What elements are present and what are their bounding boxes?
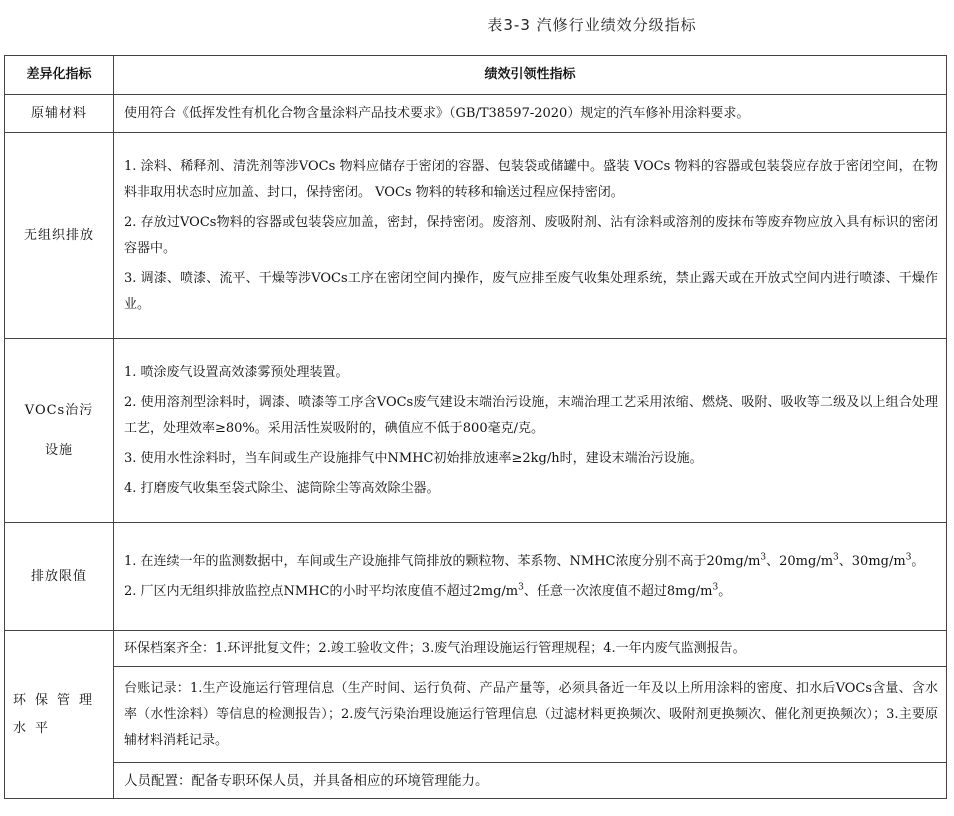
vocs-label-line2: 设施	[44, 442, 73, 458]
vocs-item-4: 4. 打磨废气收集至袋式除尘、滤筒除尘等高效除尘器。	[124, 480, 440, 496]
table-row	[5, 667, 947, 763]
row-label-vocs-facilities	[5, 339, 114, 523]
fugitive-item-2: 2. 存放过VOCs物料的容器或包装袋应加盖，密封，保持密闭。废溶剂、废吸附剂、沾有涂料或溶剂的废抹布等废弃物应放入具有标识的密闭容器中。	[124, 214, 938, 256]
staffing-text: 人员配置：配备专职环保人员，并具备相应的环境管理能力。	[114, 763, 947, 799]
row-label-raw-materials: 原辅材料	[5, 95, 114, 133]
vocs-label-line1: VOCs治污	[24, 402, 94, 418]
table-row	[5, 339, 947, 523]
vocs-item-2: 2. 使用溶剂型涂料时，调漆、喷漆等工序含VOCs废气建设末端治污设施，末端治理工艺采用浓缩、燃烧、吸附、吸收等二级及以上组合处理工艺，处理效率≥80%。采用活性炭吸附的，碘值应不低于800毫克/克。	[124, 394, 938, 436]
row-label-emission-limits: 排放限值	[5, 523, 114, 631]
env-archive-text: 环保档案齐全：1.环评批复文件；2.竣工验收文件；3.废气治理设施运行管理规程；4.一年内废气监测报告。	[114, 631, 947, 667]
vocs-item-1: 1. 喷涂废气设置高效漆雾预处理装置。	[124, 364, 349, 380]
table-row	[5, 133, 947, 339]
table-row	[5, 631, 947, 667]
performance-table	[4, 55, 947, 799]
vocs-item-3: 3. 使用水性涂料时，当车间或生产设施排气中NMHC初始排放速率≥2kg/h时，建设末端治污设施。	[124, 450, 703, 466]
vocs-facilities-content	[114, 339, 947, 523]
ledger-record-text: 台账记录：1.生产设施运行管理信息（生产时间、运行负荷、产品产量等，必须具备近一年及以上所用涂料的密度、扣水后VOCs含量、含水率（水性涂料）等信息的检测报告）；2.废气污染治理设施运行管理信息（过滤材料更换频次、吸附剂更换频次、催化剂更换频次）；3.主要原辅材料消耗记录。	[114, 667, 947, 763]
header-row	[5, 56, 947, 95]
row-label-env-management: 环保管理水平	[5, 631, 114, 799]
header-leading-indicator: 绩效引领性指标	[114, 56, 947, 95]
table-row	[5, 523, 947, 631]
row-label-fugitive-emission: 无组织排放	[5, 133, 114, 339]
table-row	[5, 763, 947, 799]
fugitive-emission-content	[114, 133, 947, 339]
limits-item-1: 1. 在连续一年的监测数据中，车间或生产设施排气筒排放的颗粒物、苯系物、NMHC浓度分别不高于$20mg/m^3$、$20mg/m^3$、$30mg/m^3$。	[124, 552, 925, 569]
header-indicator: 差异化指标	[5, 56, 114, 95]
table-title: 表3-3 汽修行业绩效分级指标	[487, 16, 697, 34]
table-row	[5, 95, 947, 133]
emission-limits-content	[114, 523, 947, 631]
raw-materials-text: 使用符合《低挥发性有机化合物含量涂料产品技术要求》（GB/T38597-2020）规定的汽车修补用涂料要求。	[114, 95, 947, 133]
fugitive-item-3: 3. 调漆、喷漆、流平、干燥等涉VOCs工序在密闭空间内操作，废气应排至废气收集处理系统，禁止露天或在开放式空间内进行喷漆、干燥作业。	[124, 270, 938, 312]
limits-item-2: 2. 厂区内无组织排放监控点NMHC的小时平均浓度值不超过$2mg/m^3$、任意一次浓度值不超过$8mg/m^3$。	[124, 582, 732, 599]
fugitive-item-1: 1. 涂料、稀释剂、清洗剂等涉VOCs 物料应储存于密闭的容器、包装袋或储罐中。盛装 VOCs 物料的容器或包装袋应存放于密闭空间，在物料非取用状态时应加盖、封口，保持密闭。 VOCs 物料的转移和输送过程应保持密闭。	[124, 158, 938, 200]
